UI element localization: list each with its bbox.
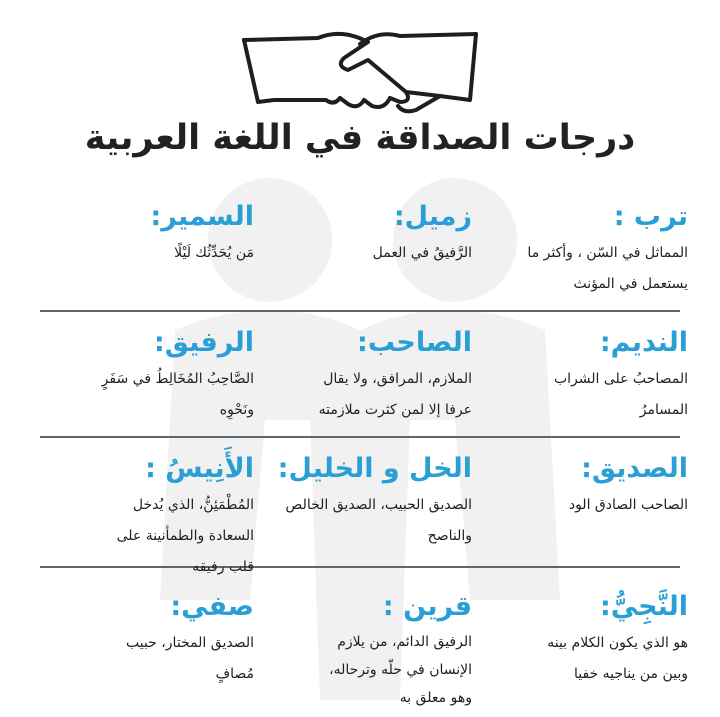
term-title: الأَنِيسُ : (145, 453, 254, 484)
friendship-term-card (262, 590, 472, 712)
term-title: زميل: (393, 201, 472, 232)
term-title: الصديق: (581, 453, 688, 484)
handshake-icon (240, 14, 480, 114)
term-title: ترب : (613, 201, 688, 232)
row-divider (40, 310, 680, 312)
term-title: السمير: (150, 201, 254, 232)
term-title: الرفيق: (153, 327, 254, 358)
page-title: درجات الصداقة في اللغة العربية (84, 118, 636, 158)
term-title: قرين : (382, 591, 472, 622)
friendship-term-card (478, 200, 688, 300)
term-title: النَّجِيُّ: (600, 591, 688, 622)
term-definition: الصديق المختار، حبيب مُصافٍ (125, 635, 254, 682)
friendship-term-card (262, 326, 472, 426)
friendship-term-card (262, 200, 472, 269)
term-definition: المصاحبُ على الشراب المسامرُ (553, 371, 688, 418)
term-title: صفي: (170, 591, 254, 622)
term-definition: الرَّفيقُ في العمل (372, 245, 472, 261)
friendship-term-card (44, 326, 254, 426)
friendship-term-card (250, 452, 472, 552)
term-definition: الصديق الحبيب، الصديق الخالص والناصح (285, 497, 472, 544)
friendship-term-card (44, 200, 254, 269)
term-definition: المُطْمَئِنُّ، الذي يُدخل السعادة والطمأنينة على قلب رفيقه (116, 497, 254, 575)
term-definition: مَن يُحَدِّثُك لَيْلًا (174, 245, 254, 261)
friendship-term-card (44, 590, 254, 690)
term-title: الصاحب: (357, 327, 472, 358)
term-definition: هو الذي يكون الكلام بينه وبين من يناجيه خفيا (547, 635, 688, 682)
term-definition: الملازم، المرافق، ولا يقال عرفا إلا لمن كثرت ملازمته (318, 371, 472, 418)
friendship-term-card (478, 452, 688, 521)
term-definition: المماثل في السّن ، وأكثر ما يستعمل في المؤنث (527, 245, 688, 292)
row-divider (40, 436, 680, 438)
term-title: الخل و الخليل: (277, 453, 472, 484)
term-definition: الصاحب الصادق الود (568, 497, 688, 513)
term-definition: الصَّاحِبُ المُخَالِطُ في سَفَرٍ ونَحْوِه (101, 371, 254, 418)
friendship-term-card (478, 326, 688, 426)
friendship-term-card (44, 452, 254, 583)
friendship-term-card (478, 590, 688, 690)
term-definition: الرفيق الدائم، من يلازم الإنسان في حلّه وترحاله، وهو معلق به (329, 634, 472, 706)
term-title: النديم: (599, 327, 688, 358)
